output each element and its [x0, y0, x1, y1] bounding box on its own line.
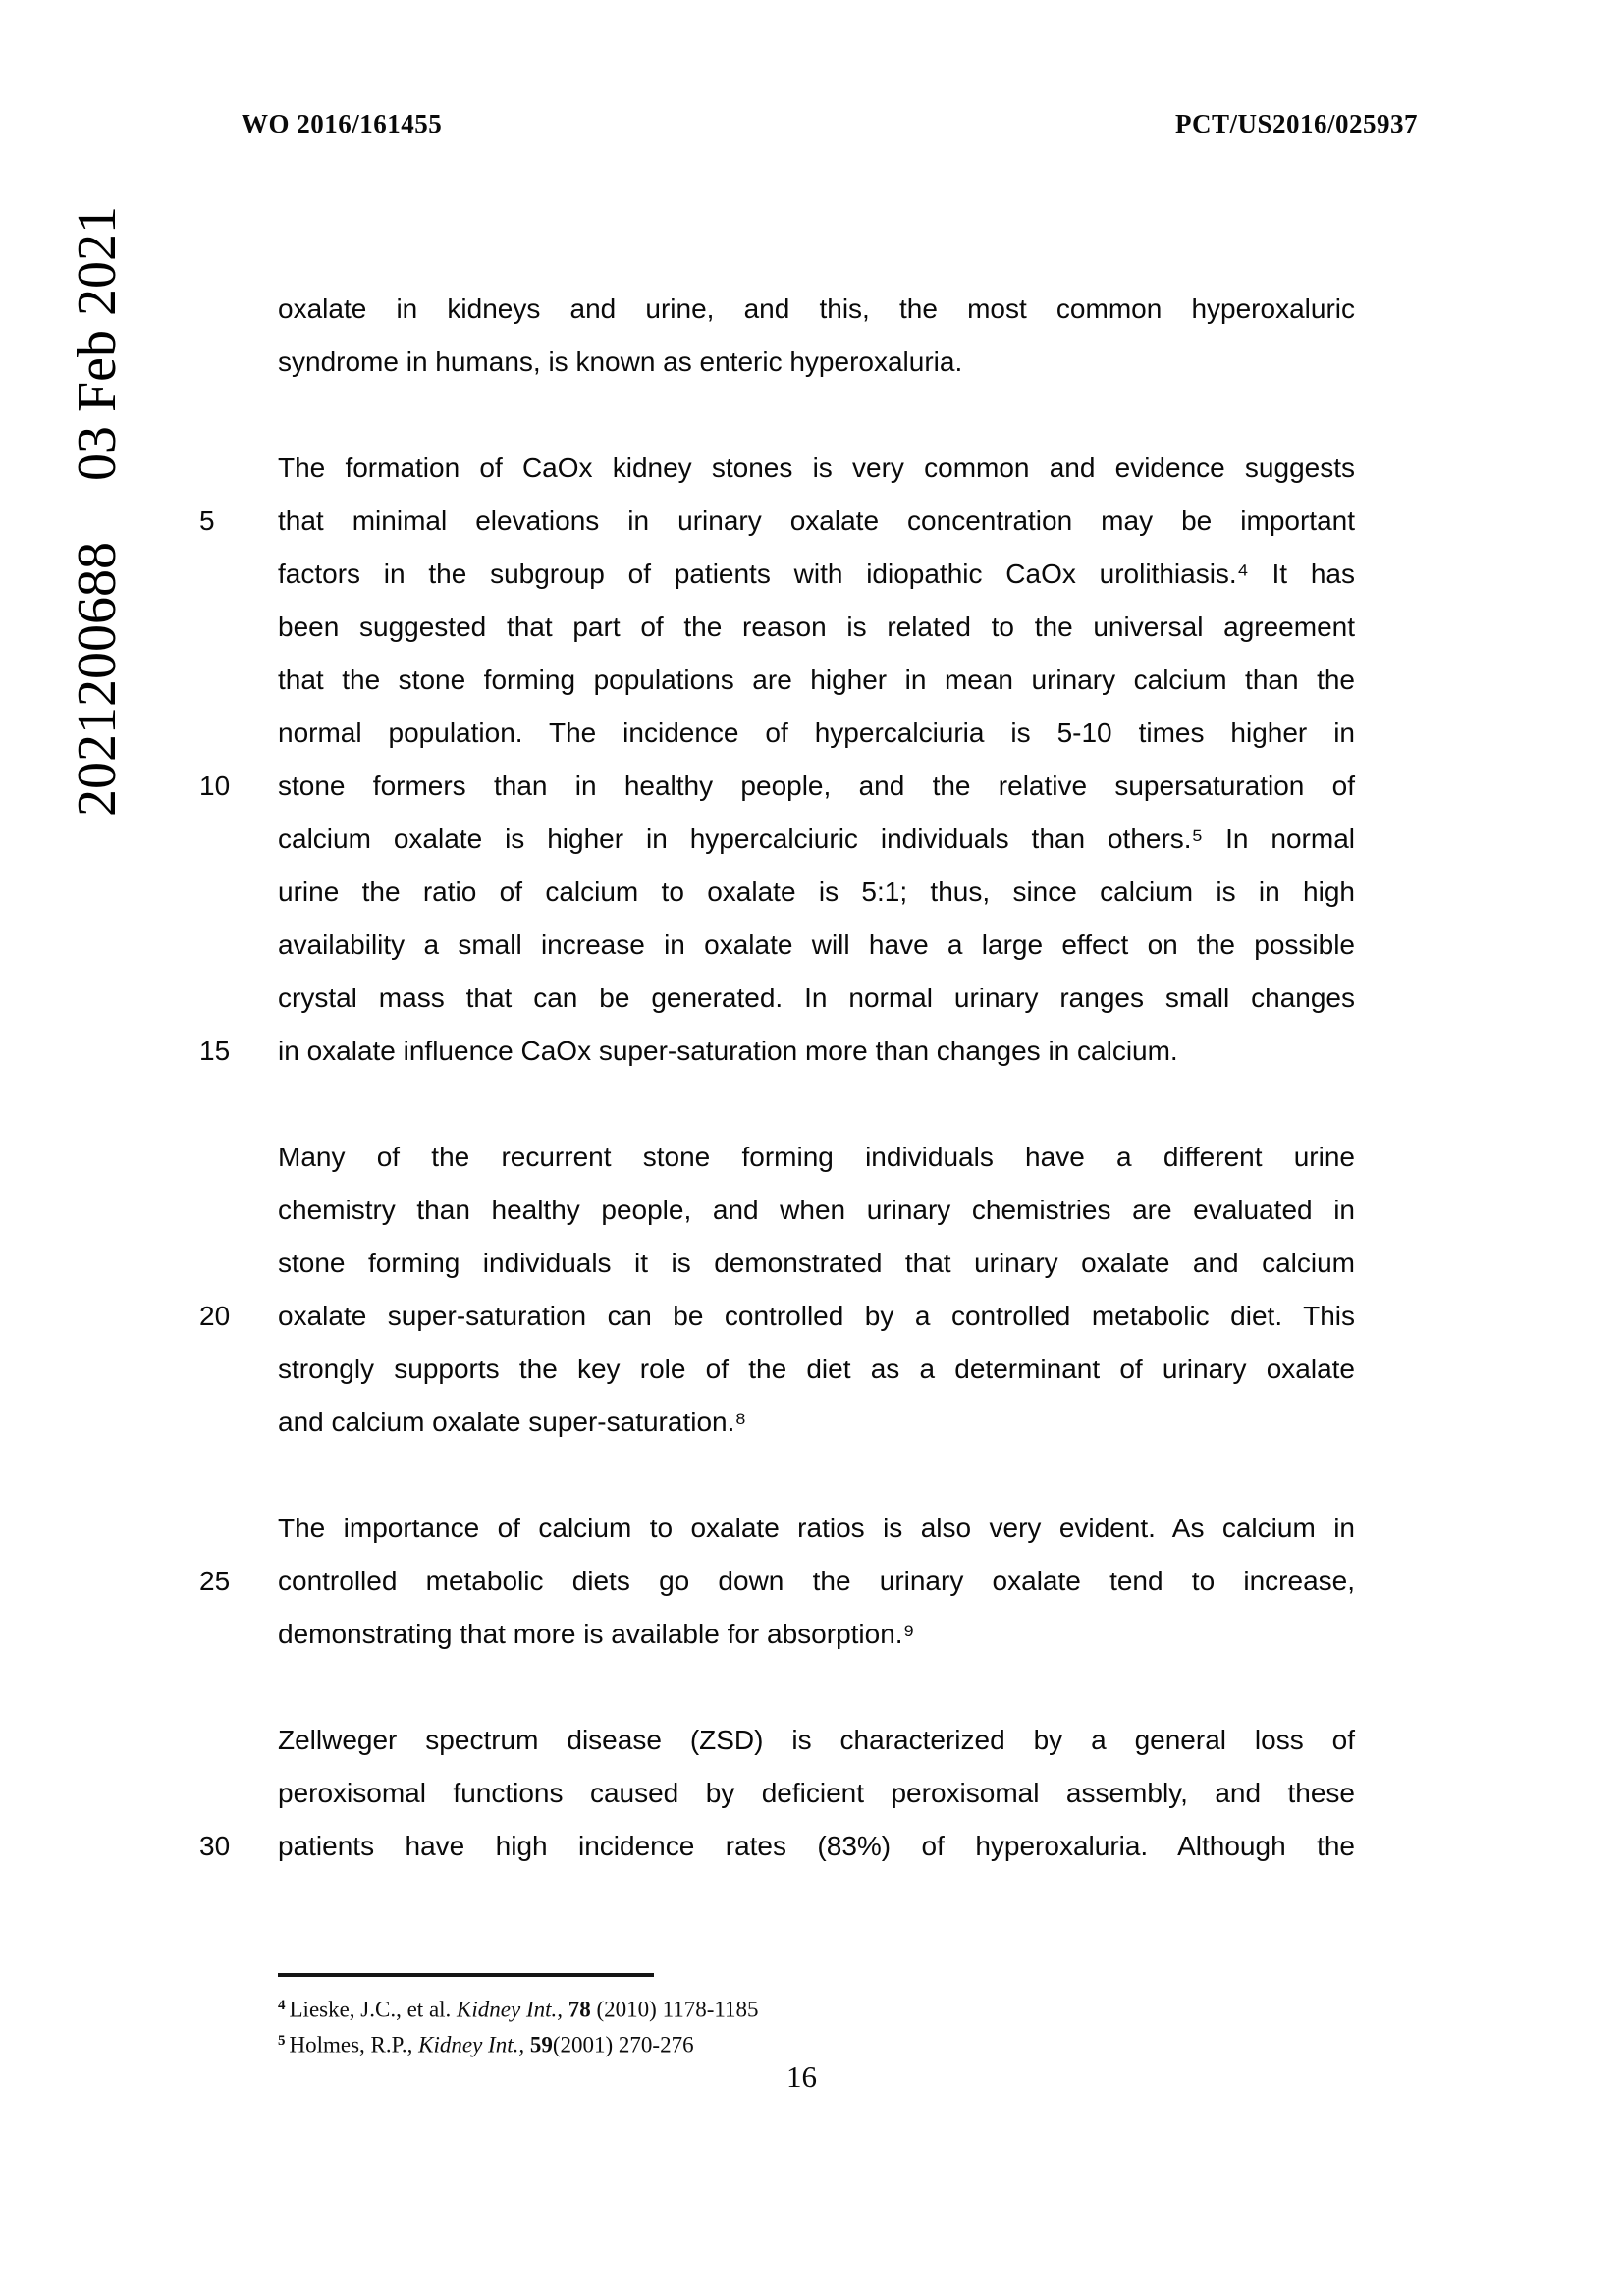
body-line: availability a small increase in oxalate will have a large effect on the possible: [278, 930, 1355, 960]
body-line: normal population. The incidence of hypercalciuria is 5-10 times higher in: [278, 718, 1355, 748]
footnote-line: [278, 2025, 1162, 2060]
body-line: syndrome in humans, is known as enteric hyperoxaluria.: [278, 347, 963, 377]
body-text: [199, 283, 1355, 1873]
body-line: that the stone forming populations are higher in mean urinary calcium than the: [278, 665, 1355, 695]
body-line: peroxisomal functions caused by deficient peroxisomal assembly, and these: [278, 1778, 1355, 1808]
paragraph: [199, 442, 1355, 1078]
body-line: oxalate in kidneys and urine, and this, the most common hyperoxaluric: [278, 294, 1355, 324]
body-line: calcium oxalate is higher in hypercalciuric individuals than others.⁵ In normal: [278, 824, 1355, 854]
footnote-divider: [278, 1973, 654, 1977]
line-number: 5: [199, 506, 215, 536]
body-line: urine the ratio of calcium to oxalate is 5:1; thus, since calcium is in high: [278, 877, 1355, 907]
line-number: 20: [199, 1301, 231, 1331]
body-line: stone forming individuals it is demonstrated that urinary oxalate and calcium: [278, 1248, 1355, 1278]
footnote-marker: 5: [278, 2032, 286, 2049]
body-line: in oxalate influence CaOx super-saturation more than changes in calcium. 15: [278, 1025, 1355, 1078]
body-line: Zellweger spectrum disease (ZSD) is characterized by a general loss of: [278, 1725, 1355, 1755]
body-line: Many of the recurrent stone forming individuals have a different urine: [278, 1142, 1355, 1172]
footnote-marker: 4: [278, 1998, 286, 2013]
paragraph: [199, 1714, 1355, 1873]
body-line: demonstrating that more is available for absorption.⁹: [278, 1619, 915, 1649]
paragraph: [199, 1502, 1355, 1661]
body-line: that minimal elevations in urinary oxalate concentration may be important 5: [278, 495, 1355, 548]
footnote-text-segment: Lieske, J.C., et al.: [289, 1997, 458, 2022]
body-line: The importance of calcium to oxalate ratios is also very evident. As calcium in: [278, 1513, 1355, 1543]
body-line: and calcium oxalate super-saturation.⁸: [278, 1407, 747, 1437]
body-line: been suggested that part of the reason is related to the universal agreement: [278, 612, 1355, 642]
page-number: 16: [786, 2059, 817, 2094]
footnotes-section: [278, 1990, 1162, 2059]
publication-number: WO 2016/161455: [242, 109, 443, 138]
footnote-text-segment: 59: [529, 2032, 553, 2057]
body-line: strongly supports the key role of the diet as a determinant of urinary oxalate: [278, 1354, 1355, 1384]
line-number: 30: [199, 1831, 231, 1861]
line-number: 10: [199, 771, 231, 801]
body-line: chemistry than healthy people, and when urinary chemistries are evaluated in: [278, 1195, 1355, 1225]
body-line: crystal mass that can be generated. In normal urinary ranges small changes: [278, 983, 1355, 1013]
footnote-text-segment: Kidney Int.,: [418, 2032, 530, 2057]
body-line: oxalate super-saturation can be controlled by a controlled metabolic diet. This 20: [278, 1290, 1355, 1343]
stamp-date: 03 Feb 2021: [67, 206, 128, 481]
stamp-application-number: 2021200688: [67, 542, 128, 817]
footnote-text-segment: Kidney Int.,: [457, 1997, 568, 2022]
body-line: controlled metabolic diets go down the urinary oxalate tend to increase, 25: [278, 1555, 1355, 1608]
footnote-text-segment: (2010) 1178-1185: [590, 1997, 759, 2022]
line-number: 25: [199, 1566, 231, 1596]
footnote-text-segment: 78: [568, 1997, 591, 2022]
footnote-line: [278, 1990, 1162, 2025]
body-line: stone formers than in healthy people, and the relative supersaturation of 10: [278, 760, 1355, 813]
footnote-text-segment: Holmes, R.P.,: [289, 2032, 419, 2057]
sidebar-registration-stamp: [65, 206, 130, 817]
body-line: The formation of CaOx kidney stones is very common and evidence suggests: [278, 453, 1355, 483]
pct-application-number: PCT/US2016/025937: [1174, 109, 1418, 138]
body-line: patients have high incidence rates (83%) of hyperoxaluria. Although the 30: [278, 1820, 1355, 1873]
line-number: 15: [199, 1036, 231, 1066]
paragraph: [199, 1131, 1355, 1449]
paragraph: [278, 283, 1355, 389]
footnote-text-segment: (2001) 270-276: [552, 2032, 694, 2057]
body-line: factors in the subgroup of patients with idiopathic CaOx urolithiasis.⁴ It has: [278, 559, 1355, 589]
